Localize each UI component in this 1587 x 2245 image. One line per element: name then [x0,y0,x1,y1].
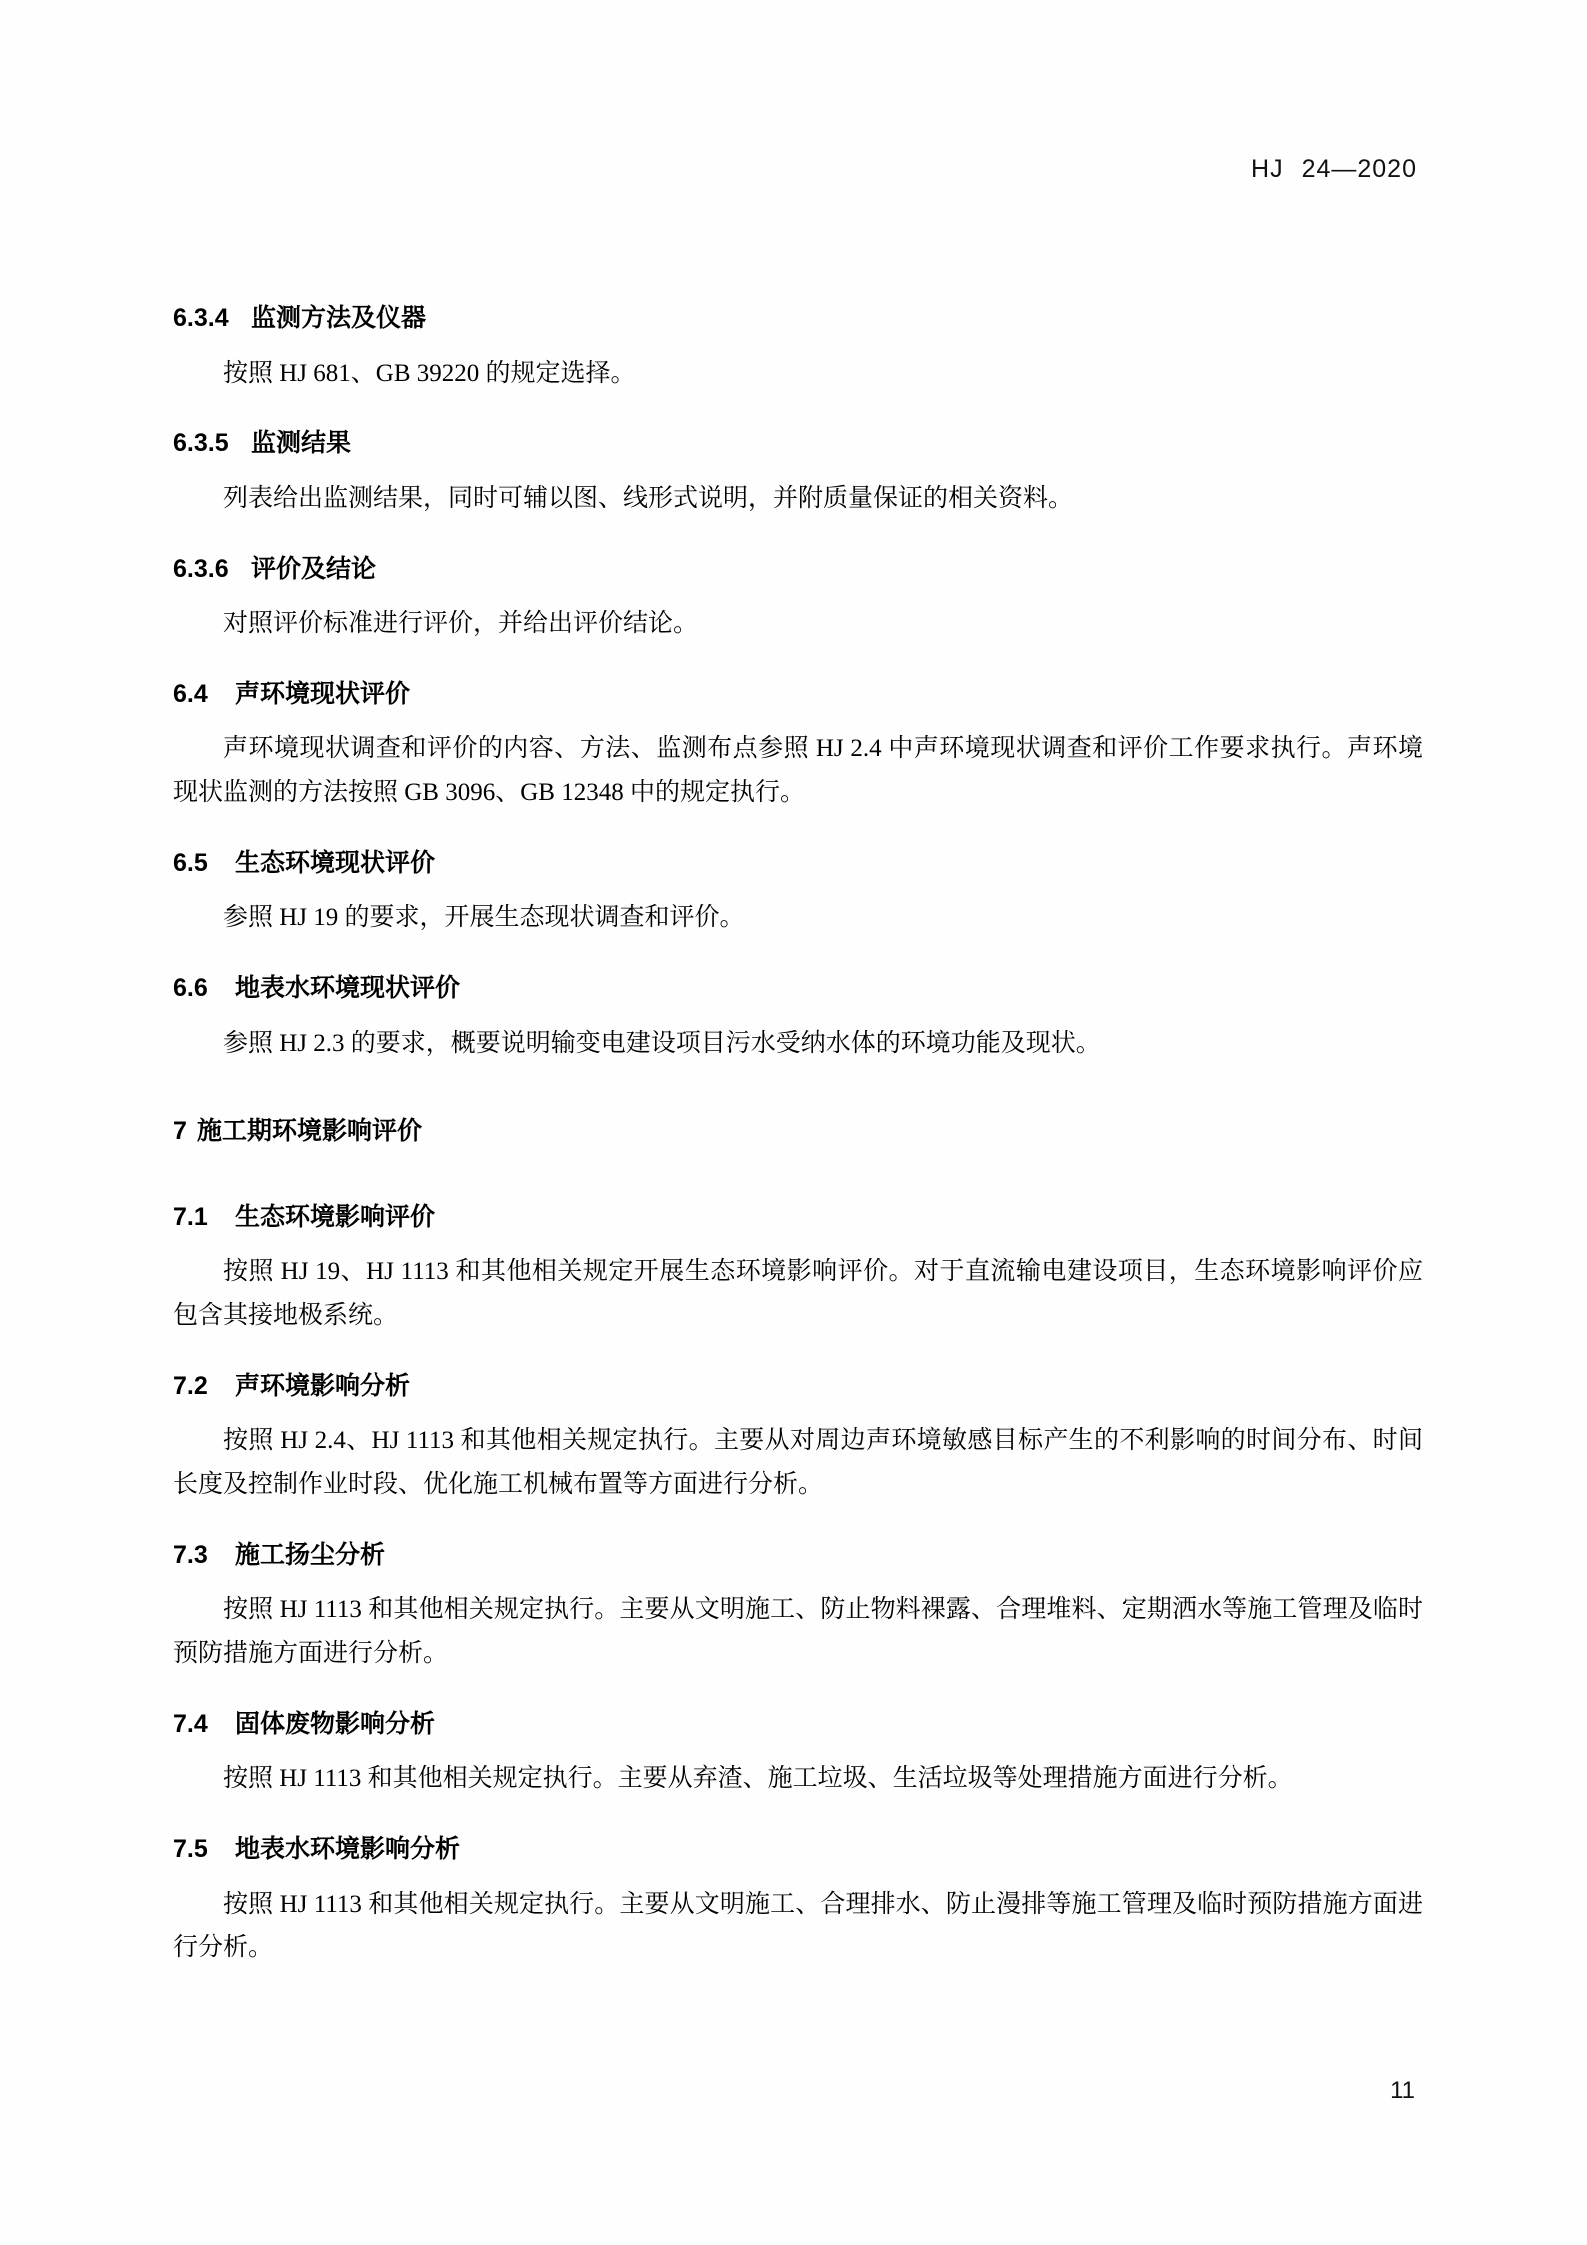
section-heading [173,1199,1423,1237]
section-heading [173,1113,1423,1151]
section-6-4 [173,676,1423,815]
section-title: 监测方法及仪器 [251,304,427,332]
section-title: 地表水环境影响分析 [235,1835,461,1863]
section-heading [173,970,1423,1008]
section-heading [173,425,1423,463]
section-7 [173,1113,1423,1151]
section-number: 6.6 [173,974,208,1002]
section-heading [173,551,1423,589]
section-7-1 [173,1199,1423,1338]
section-number: 7.4 [173,1709,208,1738]
section-number: 7 [173,1117,187,1146]
section-title: 地表水环境现状评价 [235,974,461,1002]
section-heading [173,1706,1423,1744]
section-heading [173,1368,1423,1406]
section-title: 生态环境现状评价 [235,848,436,877]
section-title: 声环境影响分析 [235,1371,411,1400]
section-number: 6.5 [173,848,208,877]
header-standard-label: HJ [1251,155,1284,183]
section-title: 固体废物影响分析 [235,1709,436,1738]
paragraph: 参照 HJ 19 的要求，开展生态现状调查和评价。 [223,904,745,932]
section-number: 6.3.4 [173,304,229,332]
document-body [173,300,1423,2000]
paragraph: 按照 HJ 1113 和其他相关规定执行。主要从文明施工、合理排水、防止漫排等施工管理及临时预防措施方面进行分析。 [173,1890,1423,1962]
page-number: 11 [1390,2077,1415,2104]
section-heading [173,300,1423,338]
section-number: 7.1 [173,1202,208,1231]
paragraph: 声环境现状调查和评价的内容、方法、监测布点参照 HJ 2.4 中声环境现状调查和评价工作要求执行。声环境现状监测的方法按照 GB 3096、GB 12348 中的规定执行。 [173,735,1423,806]
section-7-3 [173,1537,1423,1676]
paragraph: 按照 HJ 681、GB 39220 的规定选择。 [223,359,636,387]
paragraph: 按照 HJ 2.4、HJ 1113 和其他相关规定执行。主要从对周边声环境敏感目标产生的不利影响的时间分布、时间长度及控制作业时段、优化施工机械布置等方面进行分析。 [173,1427,1423,1498]
section-title: 评价及结论 [251,554,377,583]
section-number: 6.3.6 [173,554,229,583]
section-title: 生态环境影响评价 [235,1202,436,1231]
section-heading [173,676,1423,714]
section-heading [173,1537,1423,1575]
section-number: 7.2 [173,1371,208,1400]
section-number: 6.4 [173,679,208,708]
section-title: 施工扬尘分析 [235,1540,386,1569]
section-7-5 [173,1831,1423,1970]
section-6-5 [173,845,1423,940]
section-6-3-4 [173,300,1423,395]
section-number: 7.3 [173,1540,208,1569]
paragraph: 对照评价标准进行评价，并给出评价结论。 [223,610,699,637]
section-7-2 [173,1368,1423,1507]
page-header [1251,155,1417,184]
section-6-3-6 [173,551,1423,646]
section-heading [173,845,1423,883]
paragraph: 按照 HJ 1113 和其他相关规定执行。主要从文明施工、防止物料裸露、合理堆料、定期洒水等施工管理及临时预防措施方面进行分析。 [173,1596,1423,1667]
section-6-3-5 [173,425,1423,520]
section-7-4 [173,1706,1423,1801]
section-title: 监测结果 [251,429,352,458]
paragraph: 按照 HJ 1113 和其他相关规定执行。主要从弃渣、施工垃圾、生活垃圾等处理措施方面进行分析。 [223,1765,1293,1793]
paragraph: 参照 HJ 2.3 的要求，概要说明输变电建设项目污水受纳水体的环境功能及现状。 [223,1029,1101,1057]
section-title: 施工期环境影响评价 [197,1117,423,1146]
section-heading [173,1831,1423,1869]
section-title: 声环境现状评价 [235,679,411,708]
paragraph: 按照 HJ 19、HJ 1113 和其他相关规定开展生态环境影响评价。对于直流输电建设项目，生态环境影响评价应包含其接地极系统。 [173,1258,1423,1329]
paragraph: 列表给出监测结果，同时可辅以图、线形式说明，并附质量保证的相关资料。 [223,484,1074,512]
section-6-6 [173,970,1423,1065]
section-number: 6.3.5 [173,429,229,458]
section-number: 7.5 [173,1835,208,1863]
header-standard-number: 24—2020 [1301,155,1417,183]
